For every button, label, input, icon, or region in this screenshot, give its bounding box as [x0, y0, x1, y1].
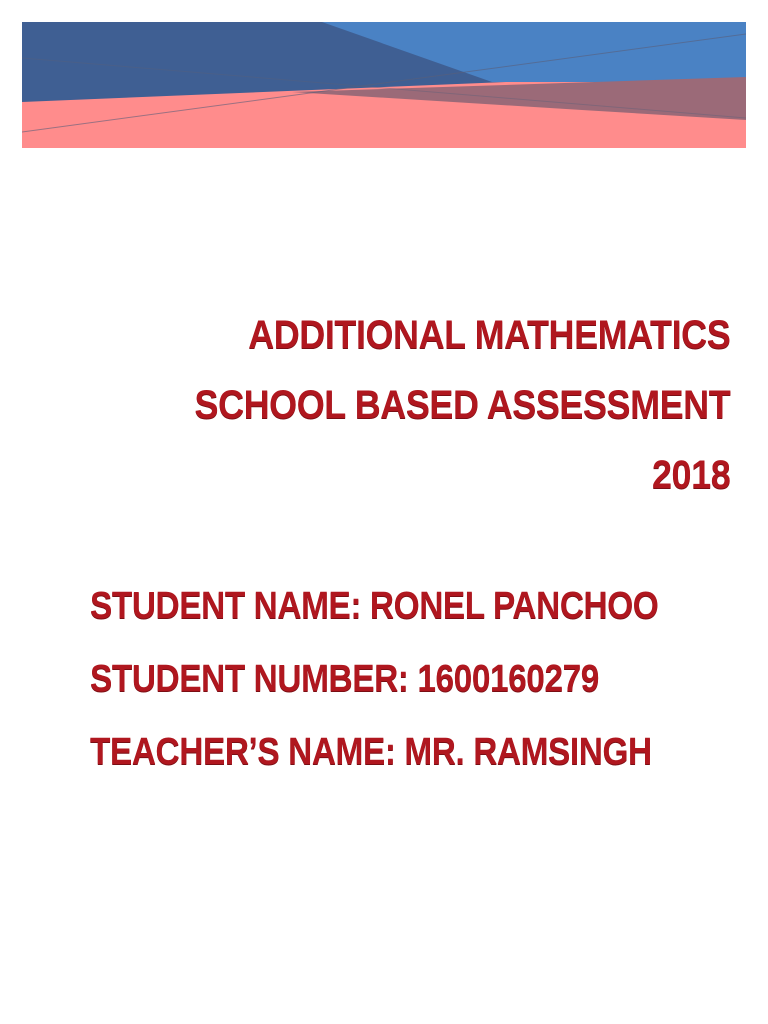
student-info-block — [90, 570, 736, 789]
header-banner — [22, 22, 746, 148]
teacher-name: TEACHER’S NAME: MR. RAMSINGH — [90, 731, 652, 773]
title-year: 2018 — [651, 453, 730, 497]
title-block — [135, 300, 730, 510]
header-banner-graphic — [22, 22, 746, 148]
student-name: STUDENT NAME: RONEL PANCHOO — [90, 585, 659, 627]
title-subject: ADDITIONAL MATHEMATICS — [247, 313, 730, 357]
student-number: STUDENT NUMBER: 1600160279 — [90, 658, 599, 700]
title-assessment: SCHOOL BASED ASSESSMENT — [194, 383, 730, 427]
